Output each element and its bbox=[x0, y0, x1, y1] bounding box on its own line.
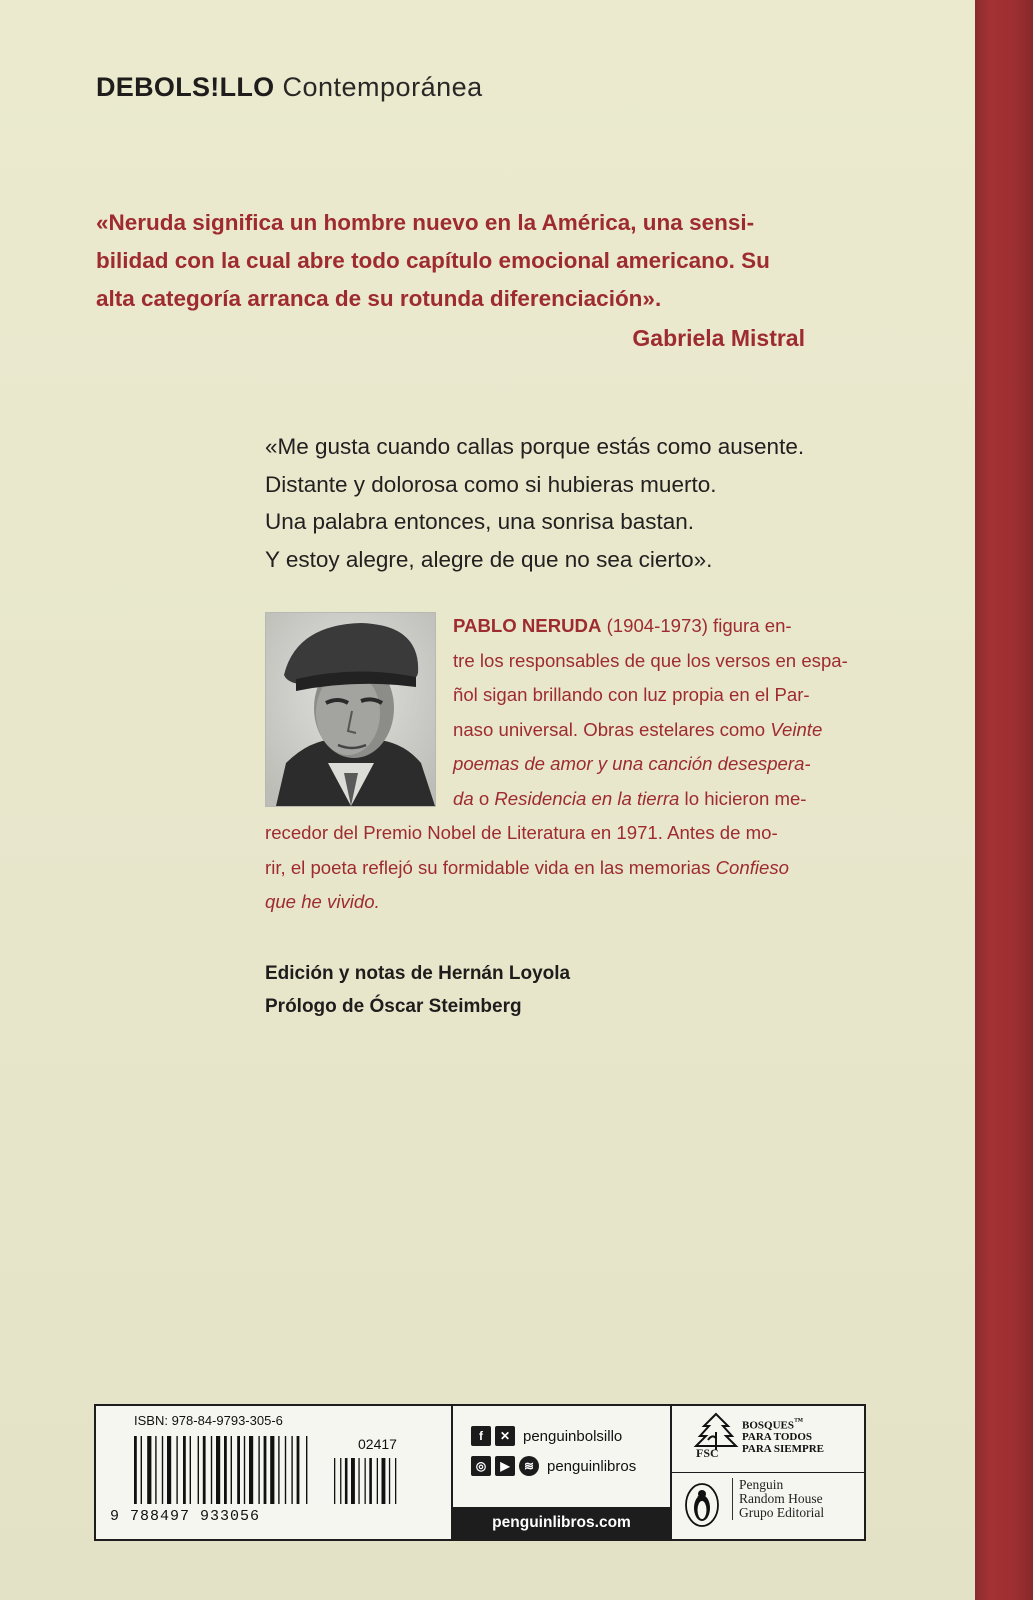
prologue-credit: Prólogo de Óscar Steimberg bbox=[265, 996, 522, 1017]
credits bbox=[265, 957, 570, 1023]
bio-text: lo hicieron me- bbox=[679, 787, 807, 809]
slogan-line: BOSQUES bbox=[742, 1419, 794, 1432]
barcode-addon: 02417 bbox=[358, 1436, 397, 1452]
author-bio bbox=[265, 609, 855, 920]
facebook-icon[interactable]: f bbox=[471, 1426, 491, 1446]
poem-line: Y estoy alegre, alegre de que no sea cierto». bbox=[265, 546, 713, 572]
social-row bbox=[471, 1426, 622, 1446]
poem-line: Distante y dolorosa como si hubieras muerto. bbox=[265, 471, 717, 497]
book-title: da bbox=[453, 787, 474, 809]
book-title: poemas de amor y una canción desespera- bbox=[453, 753, 811, 774]
bio-line bbox=[265, 885, 855, 920]
bio-line bbox=[453, 782, 855, 817]
book-title: Confieso bbox=[715, 856, 789, 878]
barcode-digits: 9 788497 933056 bbox=[110, 1508, 261, 1525]
isbn-section bbox=[96, 1406, 453, 1539]
bio-line: recedor del Premio Nobel de Literatura en 1971. Antes de mo- bbox=[265, 822, 778, 843]
bio-text: naso universal. Obras estelares como bbox=[453, 718, 771, 740]
quote-line: «Neruda significa un hombre nuevo en la América, una sensi- bbox=[96, 210, 755, 235]
quote-line: bilidad con la cual abre todo capítulo emocional americano. Su bbox=[96, 248, 770, 273]
publisher-line: Penguin bbox=[739, 1477, 784, 1492]
x-icon[interactable]: ✕ bbox=[495, 1426, 515, 1446]
quote-line: alta categoría arranca de su rotunda diferenciación». bbox=[96, 286, 662, 311]
social-handle[interactable]: penguinbolsillo bbox=[523, 1427, 623, 1445]
instagram-icon[interactable]: ◎ bbox=[471, 1456, 491, 1476]
poem-line: Una palabra entonces, una sonrisa bastan. bbox=[265, 509, 695, 534]
book-title: que he vivido. bbox=[265, 891, 380, 912]
poem-line: «Me gusta cuando callas porque estás como ausente. bbox=[265, 434, 805, 459]
isbn: ISBN: 978-84-9793-305-6 bbox=[134, 1413, 283, 1428]
quote-author: Gabriela Mistral bbox=[632, 325, 805, 351]
publisher-line: Random House bbox=[739, 1491, 823, 1506]
penguin-logo-icon bbox=[684, 1482, 720, 1528]
youtube-icon[interactable]: ▶ bbox=[495, 1456, 515, 1476]
social-handle[interactable]: penguinlibros bbox=[547, 1457, 637, 1475]
bio-text: o bbox=[473, 787, 495, 809]
bio-line: ñol sigan brillando con luz propia en el Par- bbox=[453, 684, 810, 705]
trademark: ™ bbox=[793, 1416, 804, 1426]
publisher-line: Grupo Editorial bbox=[739, 1505, 825, 1520]
spine-edge bbox=[975, 0, 1033, 1600]
brand-collection: Contemporánea bbox=[282, 72, 483, 102]
slogan-line: PARA SIEMPRE bbox=[742, 1442, 824, 1455]
slogan-line: PARA TODOS bbox=[742, 1431, 812, 1444]
book-title: Veinte bbox=[770, 718, 823, 740]
blurb-quote bbox=[96, 204, 856, 318]
author-name: PABLO NERUDA bbox=[453, 615, 602, 636]
book-title: Residencia en la tierra bbox=[494, 787, 680, 809]
bio-line bbox=[265, 851, 855, 886]
barcode-box bbox=[94, 1404, 866, 1541]
website-link[interactable]: penguinlibros.com bbox=[453, 1507, 670, 1539]
bio-line bbox=[453, 713, 855, 748]
spotify-icon[interactable]: ≋ bbox=[519, 1456, 539, 1476]
certification-section bbox=[672, 1406, 864, 1539]
publisher-logo bbox=[732, 1478, 824, 1520]
bio-text: rir, el poeta reflejó su formidable vida en las memorias bbox=[265, 856, 716, 878]
bio-line bbox=[453, 747, 855, 782]
brand-name: DEBOLS!LLO bbox=[96, 72, 275, 102]
fsc-block bbox=[672, 1406, 864, 1473]
bio-line bbox=[453, 609, 855, 644]
editor-credit: Edición y notas de Hernán Loyola bbox=[265, 963, 571, 984]
bio-line: tre los responsables de que los versos en espa- bbox=[453, 649, 848, 671]
bio-text: (1904-1973) figura en- bbox=[606, 615, 792, 636]
fsc-label: FSC bbox=[696, 1446, 719, 1460]
imprint-brand bbox=[96, 72, 483, 103]
social-row bbox=[471, 1456, 636, 1476]
poem-excerpt bbox=[265, 428, 804, 578]
bosques-slogan bbox=[742, 1416, 824, 1455]
social-section bbox=[453, 1406, 672, 1539]
